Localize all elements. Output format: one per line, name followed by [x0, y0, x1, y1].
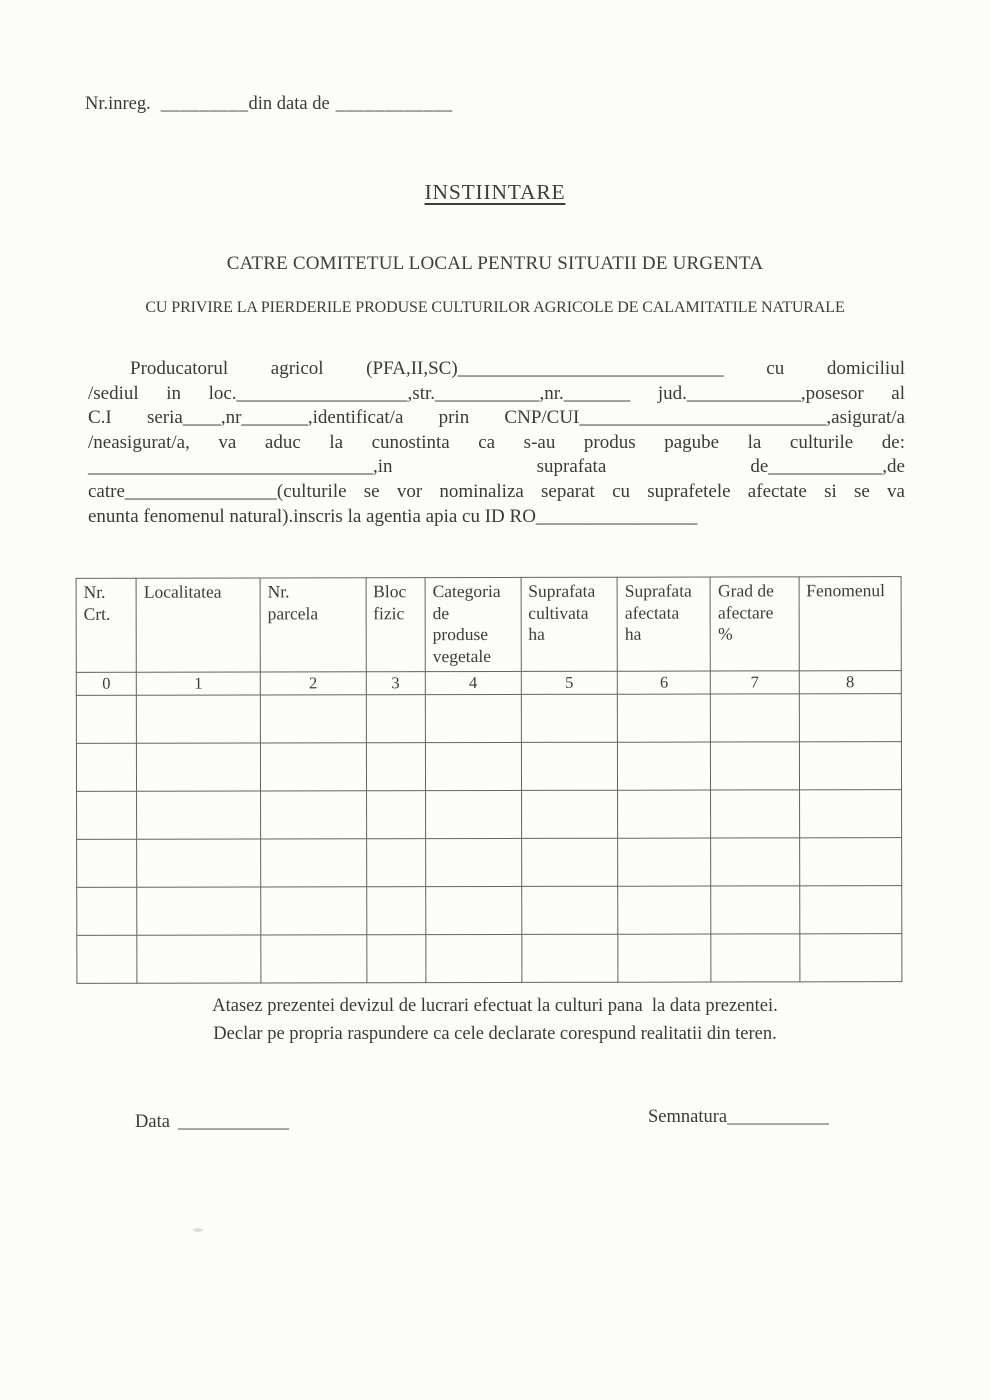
table-cell: [77, 887, 137, 935]
table-cell: [137, 935, 261, 983]
table-cell: [426, 886, 522, 934]
column-header-grad-afectare: Grad de afectare %: [710, 577, 798, 671]
table-header-row: [76, 577, 901, 672]
signature-label: Semnatura: [648, 1107, 728, 1127]
table-empty-row: [77, 837, 902, 887]
table-cell: [137, 887, 261, 935]
table-cell: [260, 743, 366, 791]
table-cell: [521, 742, 618, 790]
column-header-categoria: Categoria de produse vegetale: [425, 577, 521, 671]
table-cell: [77, 935, 137, 983]
table-cell: [799, 789, 901, 837]
table-cell: [76, 695, 136, 743]
declaration-line: Producatorul agricol (PFA,II,SC)____________________________ cu domiciliul: [130, 358, 905, 379]
table-cell: [76, 743, 136, 791]
signature-field: [648, 1107, 829, 1128]
reg-date-label: din data de: [248, 94, 330, 114]
table-cell: [711, 742, 799, 790]
table-cell: [618, 838, 711, 886]
declaration-line: ______________________________,in suprafata de____________,de: [88, 456, 905, 478]
column-number: 7: [711, 671, 799, 694]
column-header-localitatea: Localitatea: [136, 578, 260, 672]
table-cell: [260, 791, 366, 839]
column-header-suprafata-cultivata: Suprafata cultivata ha: [521, 577, 618, 671]
column-number: 2: [260, 672, 366, 695]
closing-line-attachment: Atasez prezentei devizul de lucrari efectuat la culturi pana la data prezentei.: [212, 996, 778, 1016]
column-number: 3: [366, 671, 425, 694]
column-number: 5: [521, 671, 618, 694]
crop-damage-table: [76, 576, 903, 983]
column-header-fenomenul: Fenomenul: [799, 577, 902, 671]
table-cell: [137, 743, 261, 791]
table-cell: [711, 838, 799, 886]
table-cell: [366, 742, 425, 790]
table-cell: [711, 790, 799, 838]
table-cell: [799, 933, 901, 981]
column-header-nr-parcela: Nr. parcela: [260, 578, 366, 672]
column-header-bloc-fizic: Bloc fizic: [366, 578, 426, 672]
table-cell: [260, 695, 366, 743]
table-cell: [618, 742, 711, 790]
date-label: Data: [135, 1112, 170, 1132]
table-empty-row: [77, 933, 902, 983]
table-cell: [426, 838, 522, 886]
table-empty-row: [77, 789, 902, 839]
table-cell: [618, 790, 711, 838]
column-number: 1: [136, 672, 260, 695]
table-cell: [77, 791, 137, 839]
reg-number-blank: _________: [160, 94, 249, 114]
table-empty-row: [76, 693, 901, 743]
registration-line: [85, 94, 453, 115]
table-cell: [366, 934, 425, 982]
declaration-line: enunta fenomenul natural).inscris la agentia apia cu ID RO_________________: [88, 505, 698, 527]
column-header-nr-crt: Nr. Crt.: [76, 578, 136, 672]
column-number: 8: [799, 670, 901, 693]
table-empty-row: [76, 741, 901, 791]
table-cell: [521, 694, 618, 742]
declaration-paragraph: [88, 357, 905, 529]
table-cell: [521, 886, 618, 934]
table-cell: [799, 885, 901, 933]
reg-number-label: Nr.inreg.: [85, 94, 151, 114]
table-cell: [799, 837, 901, 885]
table-cell: [521, 838, 618, 886]
signature-blank: ___________: [727, 1107, 829, 1127]
table-cell: [261, 887, 367, 935]
table-cell: [366, 790, 425, 838]
reg-date-blank: ____________: [335, 94, 453, 114]
column-number-row: [76, 670, 901, 695]
declaration-line: /sediul in loc.__________________,str.___________,nr._______ jud.____________,posesor al: [88, 382, 905, 404]
column-number: 6: [617, 671, 710, 694]
date-signature-field: [135, 1112, 289, 1133]
table-cell: [521, 790, 618, 838]
table-cell: [261, 935, 367, 983]
table-cell: [799, 741, 901, 789]
column-number: 0: [76, 672, 136, 695]
table-cell: [711, 886, 799, 934]
table-cell: [366, 694, 425, 742]
table-cell: [77, 839, 137, 887]
table-cell: [366, 886, 425, 934]
declaration-line: /neasigurat/a, va aduc la cunostinta ca s-au produs pagube la culturile de:: [88, 431, 905, 453]
table-cell: [425, 694, 521, 742]
date-blank: ____________: [177, 1112, 289, 1132]
table-cell: [711, 694, 799, 742]
scan-smudge-artifact: [193, 1228, 203, 1232]
table-cell: [521, 934, 618, 982]
table-cell: [617, 694, 710, 742]
table-cell: [425, 742, 521, 790]
table-cell: [261, 839, 367, 887]
closing-line-declaration: Declar pe propria raspundere ca cele declarate corespund realitatii din teren.: [213, 1024, 777, 1044]
column-header-suprafata-afectata: Suprafata afectata ha: [617, 577, 710, 671]
table-cell: [137, 839, 261, 887]
addressee-line: CATRE COMITETUL LOCAL PENTRU SITUATII DE URGENTA: [226, 253, 764, 274]
declaration-line: C.I seria____,nr_______,identificat/a prin CNP/CUI__________________________,asigurat/a: [88, 407, 905, 429]
table-cell: [618, 886, 711, 934]
table-cell: [799, 693, 901, 741]
table-cell: [711, 934, 799, 982]
closing-statements: [85, 992, 905, 1048]
table-cell: [366, 838, 425, 886]
column-number: 4: [425, 671, 521, 694]
table-cell: [425, 790, 521, 838]
declaration-line: catre________________(culturile se vor nominaliza separat cu suprafetele afectate si se va: [88, 480, 905, 502]
table-cell: [137, 791, 261, 839]
table-cell: [137, 695, 261, 743]
table-cell: [618, 934, 711, 982]
subject-line: CU PRIVIRE LA PIERDERILE PRODUSE CULTURILOR AGRICOLE DE CALAMITATILE NATURALE: [145, 299, 845, 316]
table-empty-row: [77, 885, 902, 935]
table-cell: [426, 934, 522, 982]
document-title: INSTIINTARE: [424, 180, 566, 204]
